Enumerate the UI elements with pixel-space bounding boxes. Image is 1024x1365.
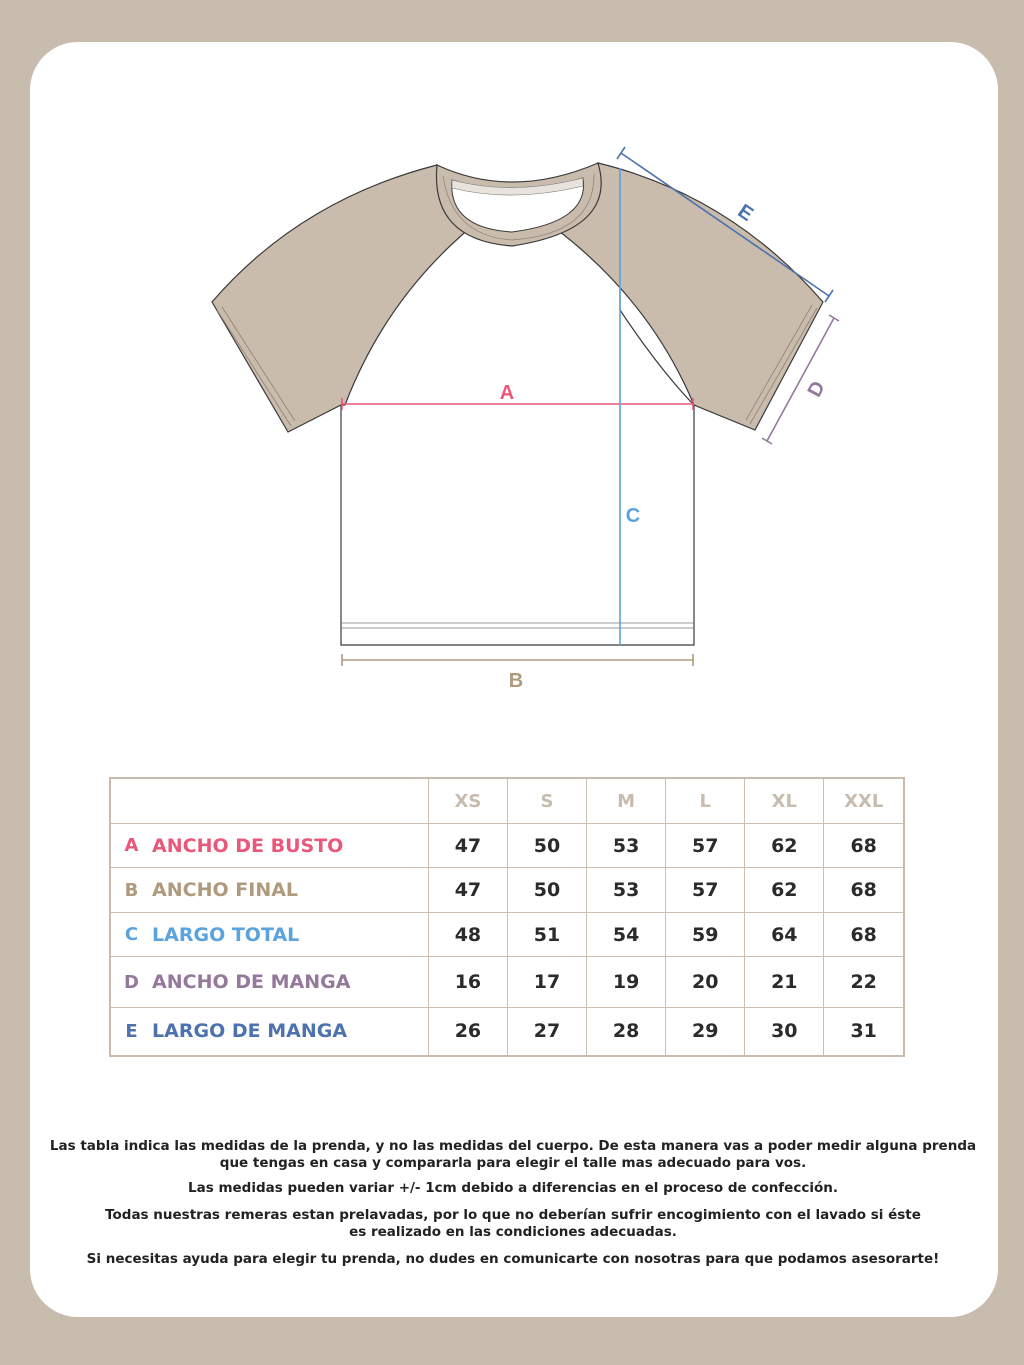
note-line: Las medidas pueden variar +/- 1cm debido a diferencias en el proceso de confección. — [188, 1180, 838, 1196]
measurement-value: 48 — [428, 912, 507, 956]
measure-d-tick — [762, 438, 772, 444]
measurement-row — [110, 824, 904, 868]
measurement-value: 68 — [824, 912, 904, 956]
size-header-xl: XL — [745, 778, 824, 824]
header-empty-cell — [110, 778, 428, 824]
measurement-label: ANCHO FINAL — [152, 868, 428, 912]
size-header-s: S — [507, 778, 586, 824]
note-contact — [40, 1251, 986, 1268]
measurement-letter: D — [110, 957, 152, 1008]
measure-d-label: D — [803, 377, 830, 401]
size-header-xs: XS — [428, 778, 507, 824]
measurement-letter: C — [110, 912, 152, 956]
measurement-row — [110, 957, 904, 1008]
measurement-value: 27 — [507, 1007, 586, 1056]
measure-e-label: E — [733, 200, 758, 226]
note-line: Todas nuestras remeras estan prelavadas, por lo que no deberían sufrir encogimiento con el lavado si éste — [105, 1207, 921, 1223]
note-line: que tengas en casa y compararla para elegir el talle mas adecuado para vos. — [219, 1155, 807, 1171]
measurement-value: 54 — [587, 912, 666, 956]
measure-b-label: B — [508, 670, 524, 692]
measurement-value: 22 — [824, 957, 904, 1008]
measurement-letter: A — [110, 824, 152, 868]
measurement-label: LARGO TOTAL — [152, 912, 428, 956]
measurement-value: 53 — [587, 824, 666, 868]
measurement-label: LARGO DE MANGA — [152, 1007, 428, 1056]
measurement-value: 47 — [428, 824, 507, 868]
measurement-value: 20 — [666, 957, 745, 1008]
size-notes — [40, 1138, 986, 1278]
measure-a-label: A — [499, 382, 515, 404]
measurement-value: 19 — [587, 957, 666, 1008]
note-measurements — [40, 1138, 986, 1172]
measurement-row — [110, 912, 904, 956]
measurement-value: 31 — [824, 1007, 904, 1056]
size-header-m: M — [587, 778, 666, 824]
measure-e-tick — [617, 147, 625, 159]
measurement-value: 59 — [666, 912, 745, 956]
measurement-value: 57 — [666, 824, 745, 868]
size-table — [109, 777, 905, 1057]
size-header-l: L — [666, 778, 745, 824]
size-header-row — [110, 778, 904, 824]
measure-d-tick — [829, 315, 839, 321]
measurement-value: 57 — [666, 868, 745, 912]
note-prewashed — [40, 1207, 986, 1241]
measurement-label: ANCHO DE MANGA — [152, 957, 428, 1008]
measurement-value: 16 — [428, 957, 507, 1008]
measurement-value: 26 — [428, 1007, 507, 1056]
measurement-value: 68 — [824, 868, 904, 912]
measurement-row — [110, 868, 904, 912]
note-line: es realizado en las condiciones adecuadas. — [349, 1224, 677, 1240]
measurement-value: 28 — [587, 1007, 666, 1056]
note-line: Si necesitas ayuda para elegir tu prenda, no dudes en comunicarte con nosotras para que podamos asesorarte! — [86, 1251, 940, 1267]
measurement-value: 50 — [507, 868, 586, 912]
note-line: Las tabla indica las medidas de la prenda, y no las medidas del cuerpo. De esta manera vas a poder medir alguna prenda — [49, 1138, 977, 1154]
measurement-letter: B — [110, 868, 152, 912]
measurement-label: ANCHO DE BUSTO — [152, 824, 428, 868]
measurement-value: 50 — [507, 824, 586, 868]
measurement-row — [110, 1007, 904, 1056]
measurement-value: 21 — [745, 957, 824, 1008]
measurement-letter: E — [110, 1007, 152, 1056]
measurement-value: 62 — [745, 824, 824, 868]
note-tolerance — [40, 1180, 986, 1197]
measurement-value: 62 — [745, 868, 824, 912]
measurement-value: 29 — [666, 1007, 745, 1056]
measure-e-tick — [825, 290, 833, 302]
size-header-xxl: XXL — [824, 778, 904, 824]
measurement-value: 53 — [587, 868, 666, 912]
measurement-value: 30 — [745, 1007, 824, 1056]
measurement-value: 17 — [507, 957, 586, 1008]
measurement-value: 68 — [824, 824, 904, 868]
measurement-value: 64 — [745, 912, 824, 956]
measure-c-label: C — [625, 505, 641, 527]
measurement-value: 51 — [507, 912, 586, 956]
measurement-value: 47 — [428, 868, 507, 912]
